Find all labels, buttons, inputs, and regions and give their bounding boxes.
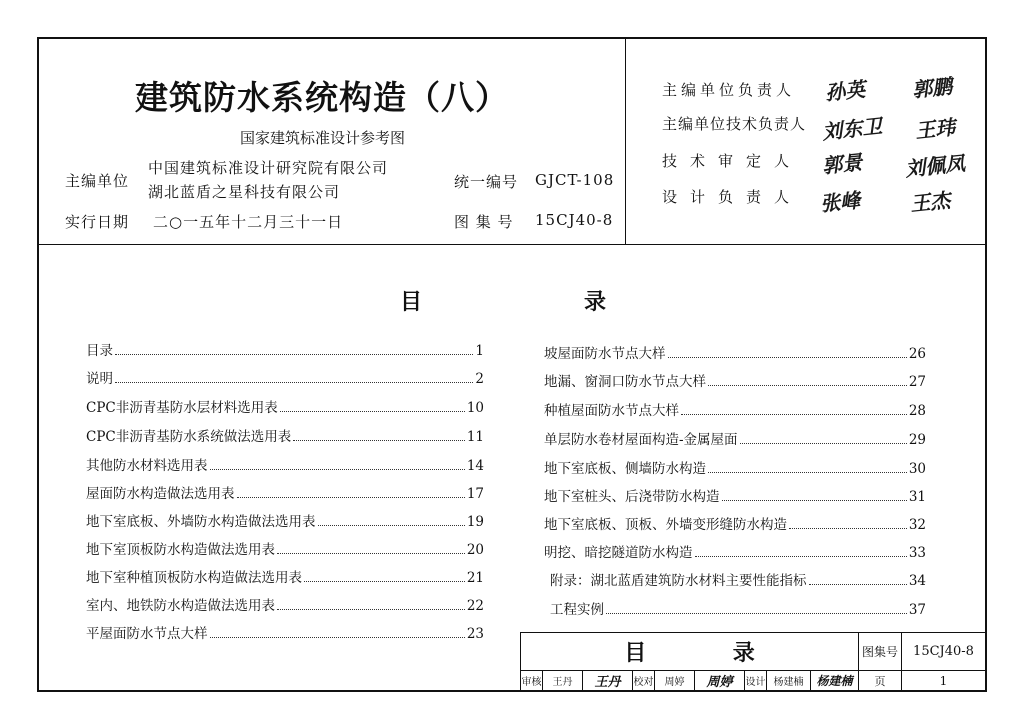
toc-item[interactable]: 工程实例 37	[550, 602, 926, 618]
atlas-number-value: 15CJ40-8	[535, 211, 614, 229]
toc-item[interactable]: CPC非沥青基防水层材料选用表 10	[86, 400, 484, 416]
toc-item[interactable]: 地下室底板、侧墙防水构造 30	[544, 461, 926, 477]
editor-name-2: 湖北蓝盾之星科技有限公司	[148, 183, 341, 201]
toc-item[interactable]: 坡屋面防水节点大样 26	[544, 346, 926, 362]
signature: 张峰	[819, 187, 862, 217]
signature: 王玮	[914, 114, 957, 144]
toc-item[interactable]: 附录：湖北蓝盾建筑防水材料主要性能指标 34	[550, 573, 926, 589]
signature: 孙英	[824, 76, 867, 106]
signature: 郭景	[821, 149, 864, 179]
toc-item[interactable]: 室内、地铁防水构造做法选用表 22	[86, 598, 484, 614]
signature: 刘佩凤	[904, 150, 967, 182]
reviewer-label: 审核	[521, 671, 543, 691]
toc-item[interactable]: 地下室桩头、后浇带防水构造 31	[544, 489, 926, 505]
toc-item[interactable]: 地漏、窗洞口防水节点大样 27	[544, 374, 926, 390]
title-block-name: 目 录	[521, 633, 859, 671]
document-title: 建筑防水系统构造（八）	[135, 78, 509, 117]
toc-item[interactable]: 种植屋面防水节点大样 28	[544, 403, 926, 419]
signature: 刘东卫	[821, 113, 884, 145]
signature: 王丹	[583, 671, 633, 691]
toc-item[interactable]: 说明 2	[86, 371, 484, 387]
toc-item[interactable]: 其他防水材料选用表 14	[86, 458, 484, 474]
toc-heading-right: 录	[584, 289, 607, 315]
title-block	[520, 632, 987, 692]
editor-label: 主编单位	[65, 172, 130, 190]
signature: 王杰	[909, 187, 952, 217]
toc-item[interactable]: 平屋面防水节点大样 23	[86, 626, 484, 642]
title-block-page-value: 1	[902, 671, 986, 691]
toc-item[interactable]: 地下室种植顶板防水构造做法选用表 21	[86, 570, 484, 586]
toc-item[interactable]: CPC非沥青基防水系统做法选用表 11	[86, 429, 484, 445]
role-technical-chief: 主编单位技术负责人	[662, 115, 807, 133]
checker-label: 校对	[633, 671, 655, 691]
unified-number-value: GJCT-108	[535, 171, 615, 189]
toc-item[interactable]: 目录 1	[86, 343, 484, 359]
role-technical-reviewer: 技术审定人	[662, 152, 803, 170]
role-chief-editor: 主编单位负责人	[662, 81, 796, 99]
reviewer-name: 王丹	[543, 671, 583, 691]
toc-item[interactable]: 屋面防水构造做法选用表 17	[86, 486, 484, 502]
title-block-atlas-value: 15CJ40-8	[902, 633, 986, 671]
checker-name: 周婷	[655, 671, 695, 691]
toc-item[interactable]: 单层防水卷材屋面构造-金属屋面 29	[544, 432, 926, 448]
designer-label: 设计	[745, 671, 767, 691]
unified-number-label: 统一编号	[454, 173, 519, 191]
date-label: 实行日期	[65, 213, 130, 231]
toc-item[interactable]: 地下室顶板防水构造做法选用表 20	[86, 542, 484, 558]
document-subtitle: 国家建筑标准设计参考图	[240, 129, 406, 147]
toc-heading-left: 目	[400, 289, 423, 315]
editor-name-1: 中国建筑标准设计研究院有限公司	[148, 159, 389, 177]
signature: 杨建楠	[811, 671, 859, 691]
toc-item[interactable]: 明挖、暗挖隧道防水构造 33	[544, 545, 926, 561]
title-block-page-label: 页	[859, 671, 902, 691]
atlas-number-label: 图 集 号	[454, 213, 514, 231]
date-value: 二○一五年十二月三十一日	[153, 213, 344, 231]
signature: 周婷	[695, 671, 745, 691]
toc-item[interactable]: 地下室底板、顶板、外墙变形缝防水构造 32	[544, 517, 926, 533]
title-block-atlas-label: 图集号	[859, 633, 902, 671]
toc-item[interactable]: 地下室底板、外墙防水构造做法选用表 19	[86, 514, 484, 530]
header-divider	[39, 244, 985, 245]
signature: 郭鹏	[911, 73, 954, 103]
role-design-lead: 设计负责人	[662, 188, 803, 206]
designer-name: 杨建楠	[767, 671, 811, 691]
header-vertical-divider	[625, 39, 626, 244]
